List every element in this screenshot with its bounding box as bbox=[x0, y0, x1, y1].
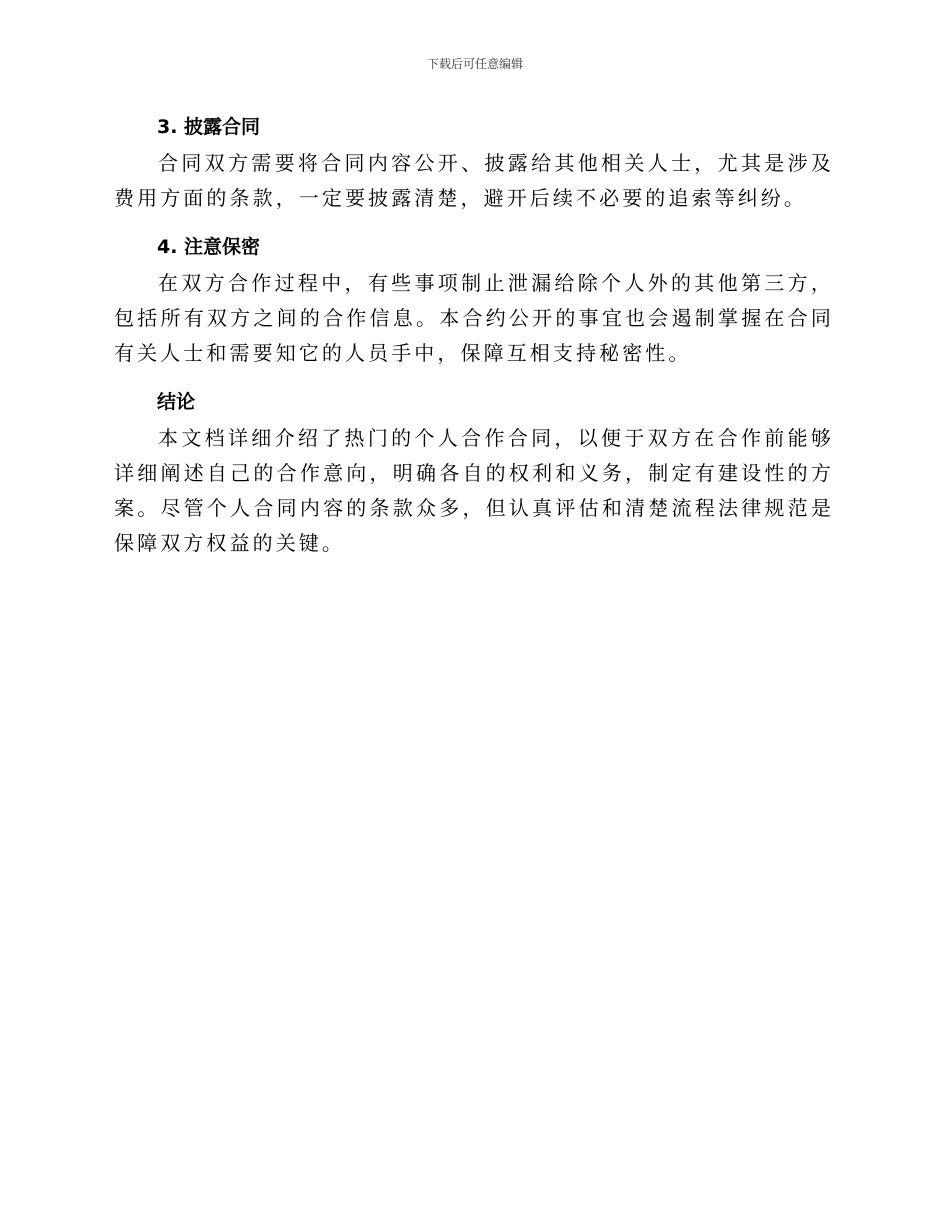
section-paragraph-conclusion: 本文档详细介绍了热门的个人合作合同，以便于双方在合作前能够详细阐述自己的合作意向，明确各自的权利和义务，制定有建设性的方案。尽管个人合同内容的条款众多，但认真评估和清楚流程法律规范是保障双方权益的关键。 bbox=[114, 426, 834, 555]
section-heading-disclose-contract: 3. 披露合同 bbox=[157, 116, 261, 138]
section-heading-conclusion: 结论 bbox=[157, 391, 196, 413]
header-note: 下载后可任意编辑 bbox=[426, 57, 523, 71]
section-paragraph-confidentiality: 在双方合作过程中，有些事项制止泄漏给除个人外的其他第三方，包括所有双方之间的合作信息。本合约公开的事宜也会遏制掌握在合同有关人士和需要知它的人员手中，保障互相支持秘密性。 bbox=[114, 271, 834, 365]
document-body bbox=[114, 108, 834, 573]
section-paragraph-disclose-contract: 合同双方需要将合同内容公开、披露给其他相关人士，尤其是涉及费用方面的条款，一定要披露清楚，避开后续不必要的追索等纠纷。 bbox=[114, 151, 834, 210]
section-heading-confidentiality: 4. 注意保密 bbox=[157, 236, 261, 258]
